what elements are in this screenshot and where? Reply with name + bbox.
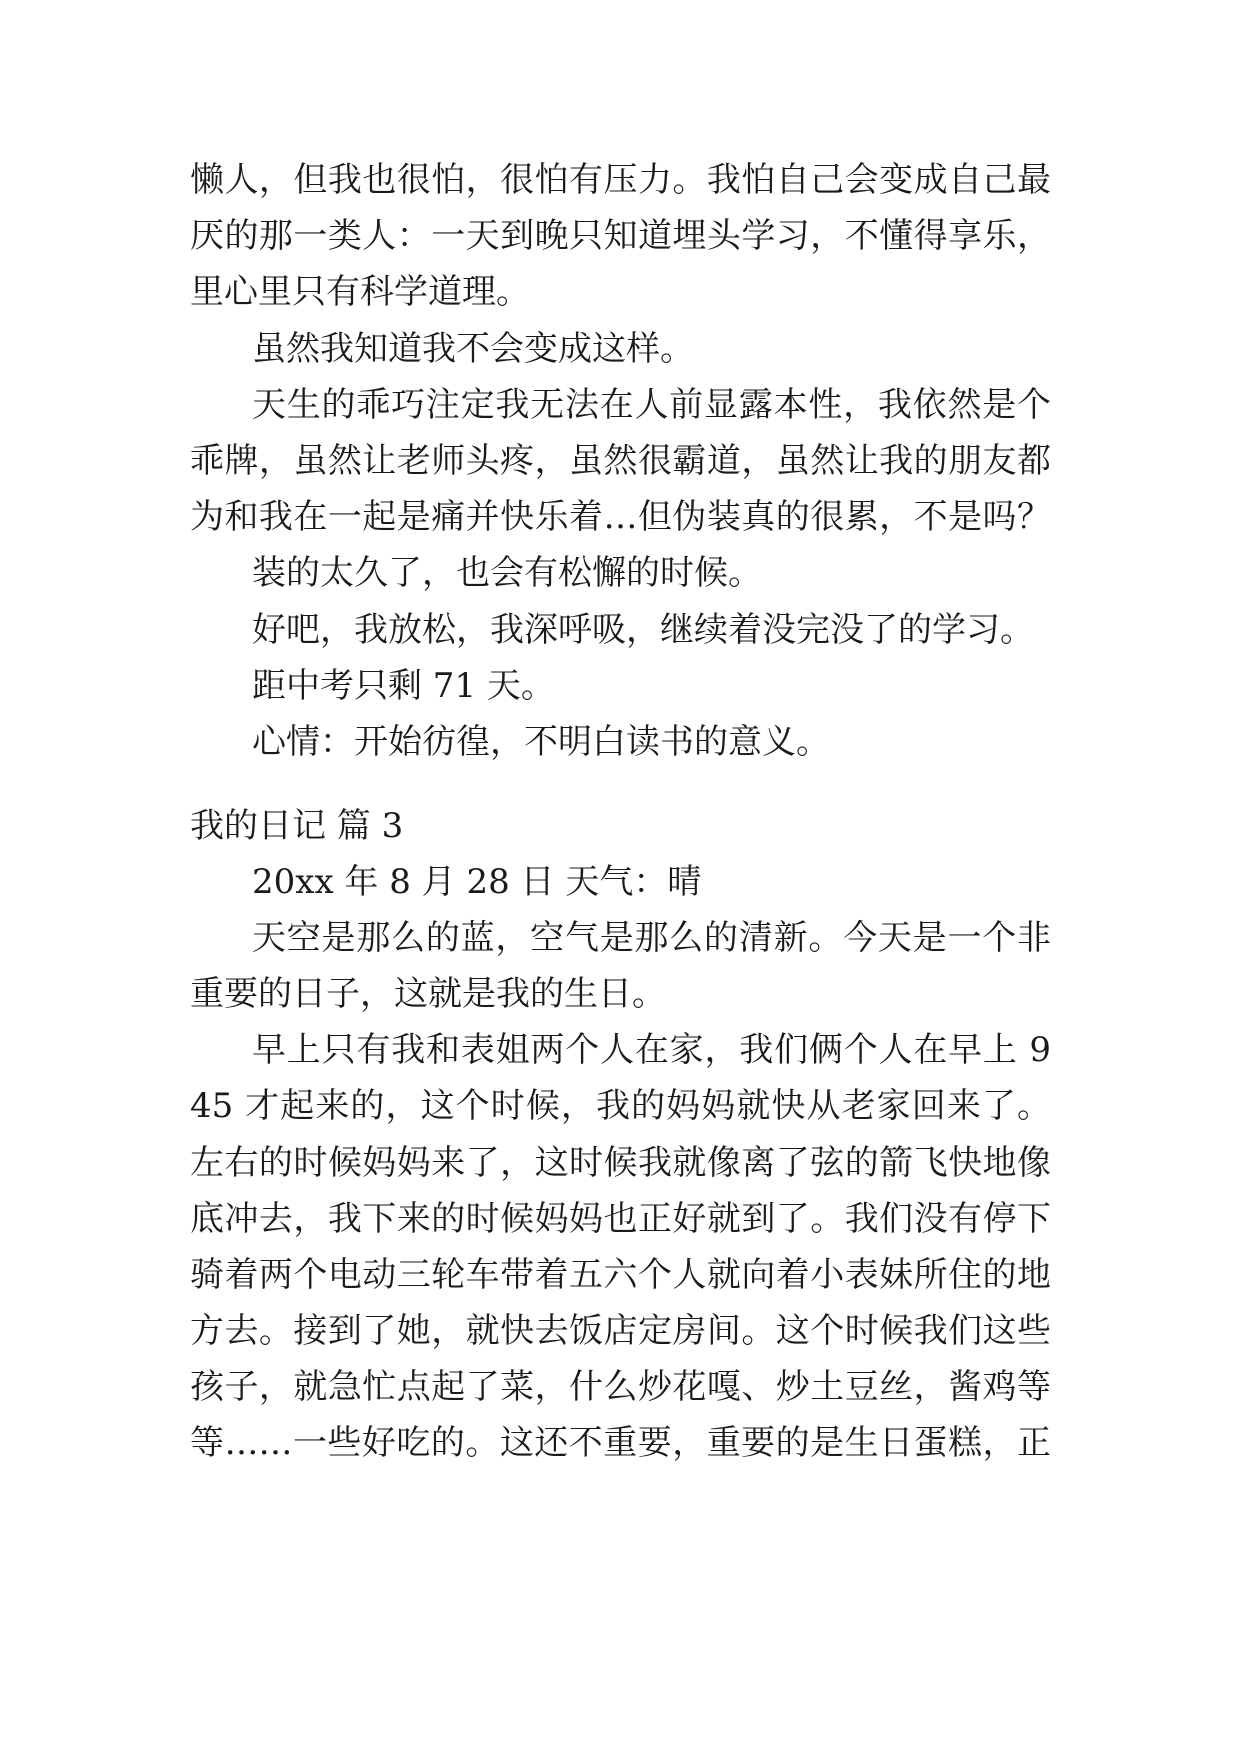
paragraph-line: 好吧，我放松，我深呼吸，继续着没完没了的学习。 [252, 610, 1034, 650]
paragraph-line: 等……一些好吃的。这还不重要，重要的是生日蛋糕，正 [190, 1423, 1051, 1463]
paragraph-line: 心情：开始彷徨，不明白读书的意义。 [252, 722, 830, 762]
paragraph-line: 重要的日子，这就是我的生日。 [190, 974, 666, 1014]
paragraph-line: 骑着两个电动三轮车带着五六个人就向着小表妹所住的地 [190, 1255, 1051, 1295]
paragraph-line: 厌的那一类人：一天到晚只知道埋头学习，不懂得享乐， [190, 216, 1051, 256]
date-weather-line: 20xx 年 8 月 28 日 天气：晴 [252, 862, 702, 902]
paragraph-line: 乖牌，虽然让老师头疼，虽然很霸道，虽然让我的朋友都 [190, 441, 1051, 481]
paragraph-line: 方去。接到了她，就快去饭店定房间。这个时候我们这些 [190, 1311, 1051, 1351]
paragraph-line: 左右的时候妈妈来了，这时候我就像离了弦的箭飞快地像 [190, 1143, 1051, 1183]
paragraph-line: 45 才起来的，这个时候，我的妈妈就快从老家回来了。 [190, 1086, 1051, 1126]
paragraph-line: 里心里只有科学道理。 [190, 272, 530, 312]
section-heading: 我的日记 篇 3 [190, 806, 404, 846]
paragraph-line: 装的太久了，也会有松懈的时候。 [252, 553, 762, 593]
paragraph-line: 懒人，但我也很怕，很怕有压力。我怕自己会变成自己最 [190, 160, 1051, 200]
paragraph-line: 距中考只剩 71 天。 [252, 666, 555, 706]
paragraph-line: 底冲去，我下来的时候妈妈也正好就到了。我们没有停下 [190, 1199, 1051, 1239]
paragraph-line: 为和我在一起是痛并快乐着…但伪装真的很累，不是吗？ [190, 497, 1051, 537]
paragraph-line: 虽然我知道我不会变成这样。 [252, 329, 694, 369]
paragraph-line: 早上只有我和表姐两个人在家，我们俩个人在早上 9 [252, 1030, 1051, 1070]
paragraph-line: 孩子，就急忙点起了菜，什么炒花嘎、炒土豆丝，酱鸡等 [190, 1367, 1051, 1407]
paragraph-line: 天空是那么的蓝，空气是那么的清新。今天是一个非 [252, 918, 1051, 958]
paragraph-line: 天生的乖巧注定我无法在人前显露本性，我依然是个 [252, 385, 1051, 425]
